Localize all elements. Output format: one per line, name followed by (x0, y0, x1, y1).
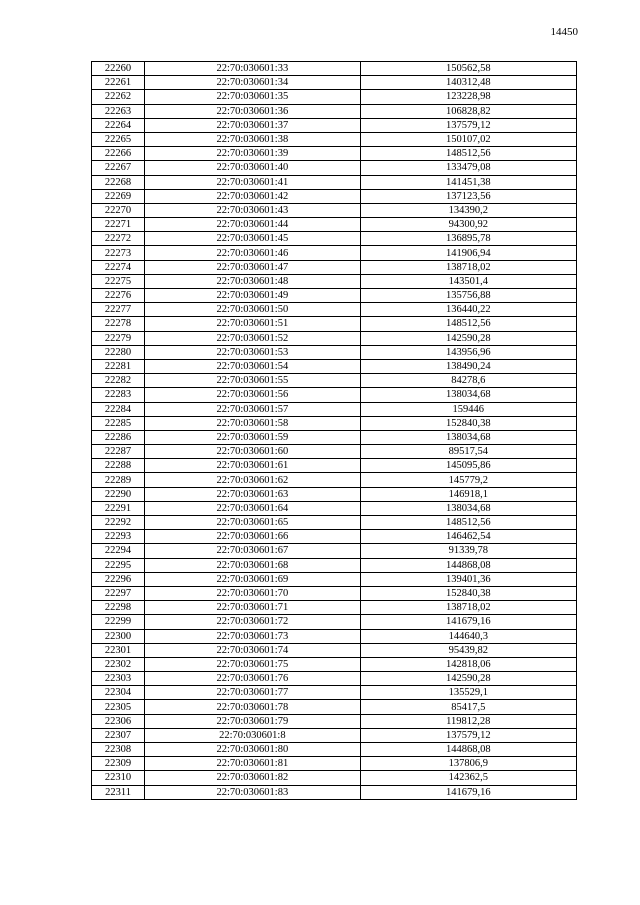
cadastral-number-cell: 22:70:030601:71 (145, 601, 360, 615)
value-cell: 146918,1 (360, 487, 576, 501)
row-number-cell: 22281 (92, 359, 145, 373)
row-number-cell: 22290 (92, 487, 145, 501)
row-number-cell: 22278 (92, 317, 145, 331)
row-number-cell: 22270 (92, 203, 145, 217)
cadastral-number-cell: 22:70:030601:72 (145, 615, 360, 629)
value-cell: 106828,82 (360, 104, 576, 118)
value-cell: 95439,82 (360, 643, 576, 657)
cadastral-number-cell: 22:70:030601:34 (145, 76, 360, 90)
cadastral-number-cell: 22:70:030601:60 (145, 445, 360, 459)
table-row (92, 218, 577, 232)
value-cell: 136440,22 (360, 303, 576, 317)
table-row (92, 345, 577, 359)
table-row (92, 743, 577, 757)
row-number-cell: 22282 (92, 374, 145, 388)
row-number-cell: 22274 (92, 260, 145, 274)
table-row (92, 388, 577, 402)
table-row (92, 445, 577, 459)
cadastral-number-cell: 22:70:030601:46 (145, 246, 360, 260)
table-row (92, 118, 577, 132)
row-number-cell: 22285 (92, 416, 145, 430)
value-cell: 89517,54 (360, 445, 576, 459)
data-table (91, 61, 577, 800)
row-number-cell: 22292 (92, 516, 145, 530)
row-number-cell: 22288 (92, 459, 145, 473)
value-cell: 159446 (360, 402, 576, 416)
row-number-cell: 22275 (92, 274, 145, 288)
row-number-cell: 22295 (92, 558, 145, 572)
cadastral-number-cell: 22:70:030601:54 (145, 359, 360, 373)
row-number-cell: 22261 (92, 76, 145, 90)
row-number-cell: 22264 (92, 118, 145, 132)
table-row (92, 203, 577, 217)
table-row (92, 317, 577, 331)
value-cell: 141679,16 (360, 785, 576, 799)
cadastral-number-cell: 22:70:030601:43 (145, 203, 360, 217)
value-cell: 145779,2 (360, 473, 576, 487)
value-cell: 142590,28 (360, 672, 576, 686)
value-cell: 142362,5 (360, 771, 576, 785)
table-row (92, 700, 577, 714)
value-cell: 152840,38 (360, 416, 576, 430)
cadastral-number-cell: 22:70:030601:83 (145, 785, 360, 799)
table-row (92, 544, 577, 558)
table-row (92, 274, 577, 288)
cadastral-number-cell: 22:70:030601:65 (145, 516, 360, 530)
value-cell: 144640,3 (360, 629, 576, 643)
table-row (92, 161, 577, 175)
cadastral-number-cell: 22:70:030601:74 (145, 643, 360, 657)
value-cell: 138034,68 (360, 501, 576, 515)
cadastral-number-cell: 22:70:030601:78 (145, 700, 360, 714)
table-row (92, 643, 577, 657)
row-number-cell: 22272 (92, 232, 145, 246)
value-cell: 142590,28 (360, 331, 576, 345)
value-cell: 133479,08 (360, 161, 576, 175)
row-number-cell: 22289 (92, 473, 145, 487)
cadastral-number-cell: 22:70:030601:73 (145, 629, 360, 643)
value-cell: 144868,08 (360, 558, 576, 572)
row-number-cell: 22299 (92, 615, 145, 629)
value-cell: 137579,12 (360, 728, 576, 742)
cadastral-number-cell: 22:70:030601:51 (145, 317, 360, 331)
value-cell: 140312,48 (360, 76, 576, 90)
cadastral-number-cell: 22:70:030601:70 (145, 586, 360, 600)
cadastral-number-cell: 22:70:030601:82 (145, 771, 360, 785)
table-row (92, 572, 577, 586)
row-number-cell: 22279 (92, 331, 145, 345)
value-cell: 123228,98 (360, 90, 576, 104)
row-number-cell: 22276 (92, 289, 145, 303)
row-number-cell: 22302 (92, 657, 145, 671)
cadastral-number-cell: 22:70:030601:37 (145, 118, 360, 132)
row-number-cell: 22286 (92, 430, 145, 444)
cadastral-number-cell: 22:70:030601:62 (145, 473, 360, 487)
row-number-cell: 22305 (92, 700, 145, 714)
value-cell: 148512,56 (360, 147, 576, 161)
table-row (92, 246, 577, 260)
row-number-cell: 22271 (92, 218, 145, 232)
table-row (92, 601, 577, 615)
value-cell: 138718,02 (360, 260, 576, 274)
cadastral-number-cell: 22:70:030601:36 (145, 104, 360, 118)
cadastral-number-cell: 22:70:030601:55 (145, 374, 360, 388)
cadastral-number-cell: 22:70:030601:80 (145, 743, 360, 757)
table-row (92, 728, 577, 742)
table-body (92, 62, 577, 800)
value-cell: 138034,68 (360, 388, 576, 402)
table-row (92, 487, 577, 501)
cadastral-number-cell: 22:70:030601:33 (145, 62, 360, 76)
row-number-cell: 22297 (92, 586, 145, 600)
table-row (92, 771, 577, 785)
value-cell: 137579,12 (360, 118, 576, 132)
value-cell: 146462,54 (360, 530, 576, 544)
cadastral-number-cell: 22:70:030601:47 (145, 260, 360, 274)
value-cell: 137806,9 (360, 757, 576, 771)
row-number-cell: 22268 (92, 175, 145, 189)
row-number-cell: 22301 (92, 643, 145, 657)
row-number-cell: 22277 (92, 303, 145, 317)
cadastral-number-cell: 22:70:030601:52 (145, 331, 360, 345)
table-row (92, 501, 577, 515)
table-row (92, 473, 577, 487)
value-cell: 135529,1 (360, 686, 576, 700)
table-row (92, 757, 577, 771)
row-number-cell: 22265 (92, 132, 145, 146)
row-number-cell: 22294 (92, 544, 145, 558)
table-row (92, 132, 577, 146)
cadastral-number-cell: 22:70:030601:40 (145, 161, 360, 175)
row-number-cell: 22311 (92, 785, 145, 799)
table-row (92, 615, 577, 629)
value-cell: 135756,88 (360, 289, 576, 303)
row-number-cell: 22260 (92, 62, 145, 76)
row-number-cell: 22300 (92, 629, 145, 643)
cadastral-number-cell: 22:70:030601:41 (145, 175, 360, 189)
value-cell: 152840,38 (360, 586, 576, 600)
cadastral-number-cell: 22:70:030601:44 (145, 218, 360, 232)
cadastral-number-cell: 22:70:030601:8 (145, 728, 360, 742)
row-number-cell: 22273 (92, 246, 145, 260)
row-number-cell: 22306 (92, 714, 145, 728)
row-number-cell: 22307 (92, 728, 145, 742)
value-cell: 137123,56 (360, 189, 576, 203)
value-cell: 148512,56 (360, 516, 576, 530)
table-row (92, 260, 577, 274)
table-row (92, 359, 577, 373)
cadastral-number-cell: 22:70:030601:56 (145, 388, 360, 402)
value-cell: 138718,02 (360, 601, 576, 615)
value-cell: 91339,78 (360, 544, 576, 558)
value-cell: 141906,94 (360, 246, 576, 260)
cadastral-number-cell: 22:70:030601:76 (145, 672, 360, 686)
value-cell: 142818,06 (360, 657, 576, 671)
row-number-cell: 22284 (92, 402, 145, 416)
cadastral-number-cell: 22:70:030601:50 (145, 303, 360, 317)
table-row (92, 686, 577, 700)
row-number-cell: 22263 (92, 104, 145, 118)
table-row (92, 416, 577, 430)
cadastral-number-cell: 22:70:030601:48 (145, 274, 360, 288)
table-row (92, 530, 577, 544)
cadastral-number-cell: 22:70:030601:45 (145, 232, 360, 246)
table-row (92, 459, 577, 473)
cadastral-number-cell: 22:70:030601:42 (145, 189, 360, 203)
table-row (92, 657, 577, 671)
row-number-cell: 22304 (92, 686, 145, 700)
table-row (92, 175, 577, 189)
row-number-cell: 22296 (92, 572, 145, 586)
row-number-cell: 22310 (92, 771, 145, 785)
row-number-cell: 22269 (92, 189, 145, 203)
table-row (92, 76, 577, 90)
row-number-cell: 22283 (92, 388, 145, 402)
cadastral-number-cell: 22:70:030601:77 (145, 686, 360, 700)
cadastral-number-cell: 22:70:030601:57 (145, 402, 360, 416)
table-row (92, 147, 577, 161)
value-cell: 150562,58 (360, 62, 576, 76)
table-row (92, 232, 577, 246)
row-number-cell: 22287 (92, 445, 145, 459)
value-cell: 138490,24 (360, 359, 576, 373)
row-number-cell: 22293 (92, 530, 145, 544)
row-number-cell: 22309 (92, 757, 145, 771)
cadastral-number-cell: 22:70:030601:35 (145, 90, 360, 104)
table-row (92, 189, 577, 203)
value-cell: 150107,02 (360, 132, 576, 146)
cadastral-number-cell: 22:70:030601:38 (145, 132, 360, 146)
value-cell: 94300,92 (360, 218, 576, 232)
row-number-cell: 22308 (92, 743, 145, 757)
value-cell: 144868,08 (360, 743, 576, 757)
value-cell: 141451,38 (360, 175, 576, 189)
cadastral-number-cell: 22:70:030601:39 (145, 147, 360, 161)
cadastral-number-cell: 22:70:030601:59 (145, 430, 360, 444)
table-row (92, 104, 577, 118)
value-cell: 145095,86 (360, 459, 576, 473)
table-row (92, 785, 577, 799)
table-row (92, 430, 577, 444)
row-number-cell: 22267 (92, 161, 145, 175)
cadastral-number-cell: 22:70:030601:49 (145, 289, 360, 303)
value-cell: 85417,5 (360, 700, 576, 714)
cadastral-number-cell: 22:70:030601:81 (145, 757, 360, 771)
table-row (92, 586, 577, 600)
row-number-cell: 22262 (92, 90, 145, 104)
table-row (92, 672, 577, 686)
table-row (92, 90, 577, 104)
table-row (92, 62, 577, 76)
cadastral-number-cell: 22:70:030601:63 (145, 487, 360, 501)
table-row (92, 714, 577, 728)
cadastral-number-cell: 22:70:030601:75 (145, 657, 360, 671)
table-row (92, 402, 577, 416)
table-row (92, 558, 577, 572)
value-cell: 136895,78 (360, 232, 576, 246)
table-row (92, 629, 577, 643)
cadastral-number-cell: 22:70:030601:66 (145, 530, 360, 544)
cadastral-number-cell: 22:70:030601:68 (145, 558, 360, 572)
row-number-cell: 22303 (92, 672, 145, 686)
table-row (92, 374, 577, 388)
table-row (92, 331, 577, 345)
cadastral-number-cell: 22:70:030601:69 (145, 572, 360, 586)
row-number-cell: 22291 (92, 501, 145, 515)
cadastral-number-cell: 22:70:030601:64 (145, 501, 360, 515)
table-row (92, 516, 577, 530)
page-number: 14450 (550, 26, 578, 38)
value-cell: 138034,68 (360, 430, 576, 444)
value-cell: 139401,36 (360, 572, 576, 586)
table-row (92, 303, 577, 317)
row-number-cell: 22280 (92, 345, 145, 359)
value-cell: 143956,96 (360, 345, 576, 359)
row-number-cell: 22298 (92, 601, 145, 615)
value-cell: 143501,4 (360, 274, 576, 288)
cadastral-number-cell: 22:70:030601:58 (145, 416, 360, 430)
cadastral-number-cell: 22:70:030601:67 (145, 544, 360, 558)
value-cell: 141679,16 (360, 615, 576, 629)
value-cell: 119812,28 (360, 714, 576, 728)
table-row (92, 289, 577, 303)
cadastral-number-cell: 22:70:030601:61 (145, 459, 360, 473)
value-cell: 148512,56 (360, 317, 576, 331)
row-number-cell: 22266 (92, 147, 145, 161)
cadastral-number-cell: 22:70:030601:79 (145, 714, 360, 728)
value-cell: 84278,6 (360, 374, 576, 388)
cadastral-number-cell: 22:70:030601:53 (145, 345, 360, 359)
value-cell: 134390,2 (360, 203, 576, 217)
